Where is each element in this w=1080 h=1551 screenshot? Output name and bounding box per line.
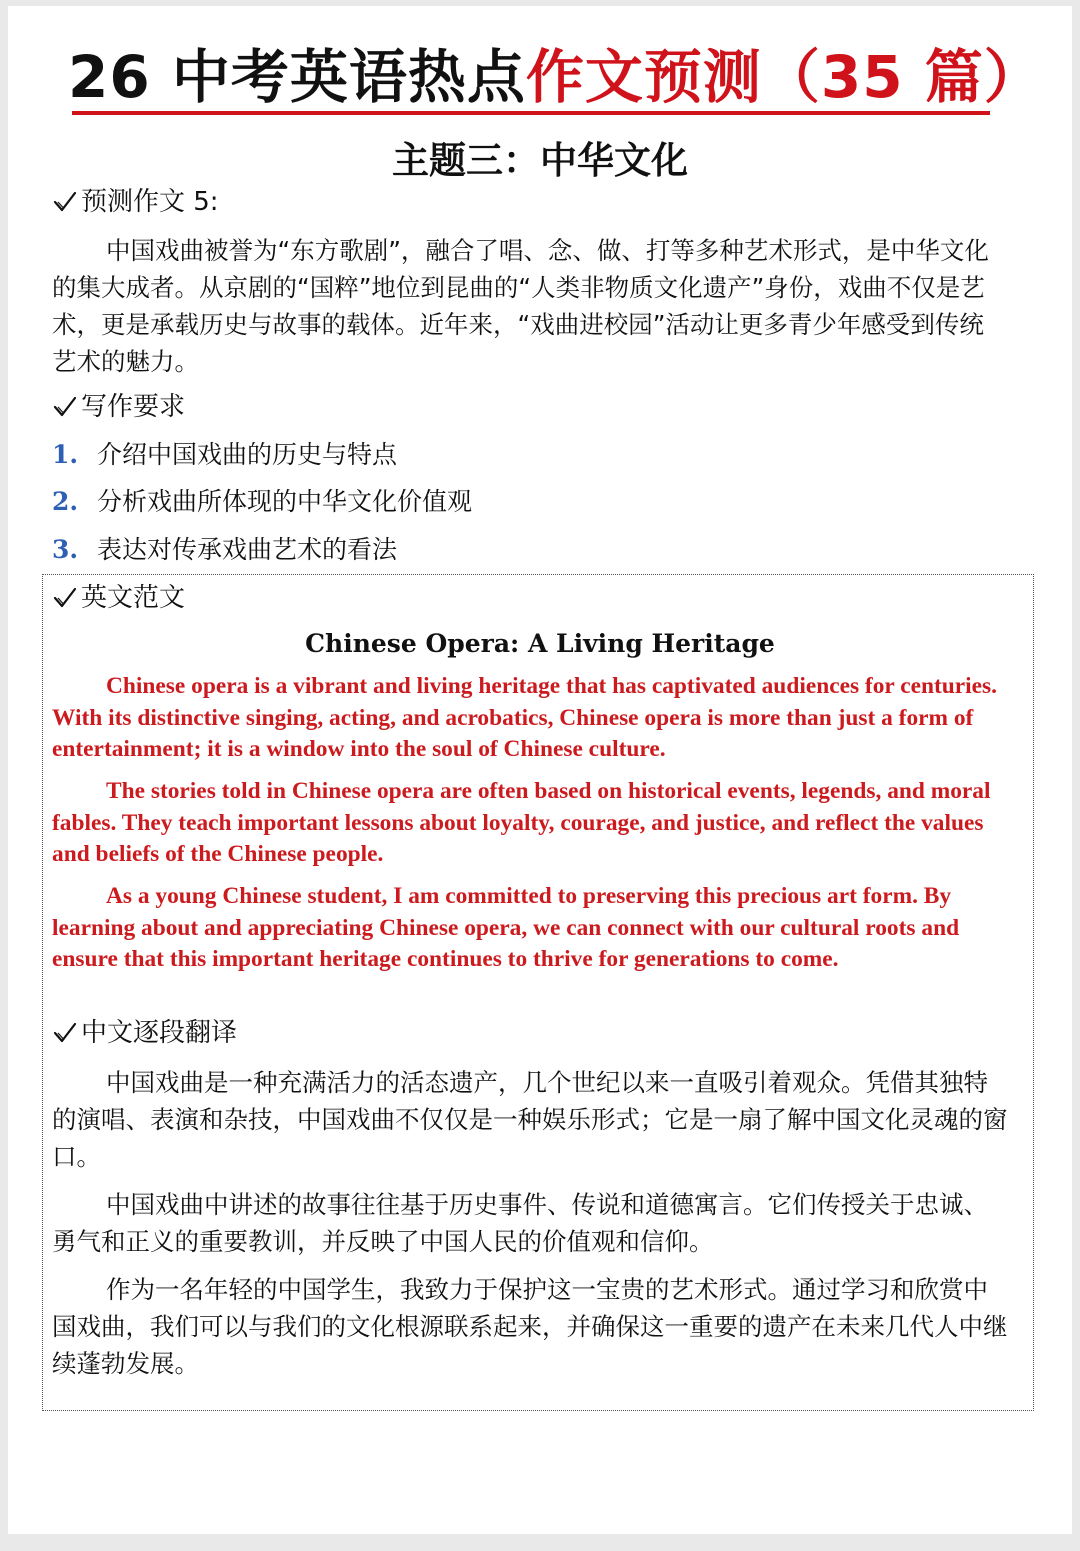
essay-label bbox=[52, 580, 185, 616]
main-title-black: 26 中考英语热点 bbox=[68, 43, 526, 111]
requirements-label-text: 写作要求 bbox=[81, 392, 186, 422]
requirement-number: 3. bbox=[52, 535, 79, 564]
main-title bbox=[68, 42, 1043, 112]
requirement-item bbox=[52, 532, 397, 568]
translation-paragraph: 作为一名年轻的中国学生，我致力于保护这一宝贵的艺术形式。通过学习和欣赏中国戏曲，我们可以与我们的文化根源联系起来，并确保这一重要的遗产在未来几代人中继续蓬勃发展。 bbox=[52, 1275, 1008, 1378]
requirement-text: 表达对传承戏曲艺术的看法 bbox=[97, 535, 398, 564]
translation-paragraph: 中国戏曲中讲述的故事往往基于历史事件、传说和道德寓言。它们传授关于忠诚、勇气和正义的重要教训，并反映了中国人民的价值观和信仰。 bbox=[52, 1190, 988, 1256]
translation-label bbox=[52, 1015, 237, 1051]
requirements-label bbox=[52, 389, 185, 425]
essay-title: Chinese Opera: A Living Heritage bbox=[305, 629, 775, 658]
theme-title: 主题三：中华文化 bbox=[392, 139, 688, 182]
document-page bbox=[8, 6, 1072, 1534]
prompt-label bbox=[52, 184, 219, 220]
check-mark-icon bbox=[52, 189, 78, 215]
essay-paragraph: Chinese opera is a vibrant and living heritage that has captivated audiences for centuries. With its distinctive singing, acting, and acrobatics, Chinese opera is more than just a form of entertainment; it is a window into the soul of Chinese culture. bbox=[52, 673, 998, 762]
prompt-label-text: 预测作文 5: bbox=[81, 187, 219, 217]
prompt-text: 中国戏曲被誉为“东方歌剧”，融合了唱、念、做、打等多种艺术形式，是中华文化的集大成者。从京剧的“国粹”地位到昆曲的“人类非物质文化遗产”身份，戏曲不仅是艺术，更是承载历史与故事的载体。近年来，“戏曲进校园”活动让更多青少年感受到传统艺术的魅力。 bbox=[52, 236, 989, 376]
requirement-item bbox=[52, 484, 472, 520]
check-mark-icon bbox=[52, 1020, 78, 1046]
essay-label-text: 英文范文 bbox=[81, 583, 186, 613]
requirement-number: 1. bbox=[52, 440, 79, 469]
check-mark-icon bbox=[52, 394, 78, 420]
check-mark-icon bbox=[52, 585, 78, 611]
essay-paragraph: As a young Chinese student, I am committed to preserving this precious art form. By learning about and appreciating Chinese opera, we can connect with our cultural roots and ensure that this important heritage continues to thrive for generations to come. bbox=[52, 883, 960, 972]
essay-paragraph: The stories told in Chinese opera are often based on historical events, legends, and moral fables. They teach important lessons about loyalty, courage, and justice, and reflect the values and beliefs of the Chinese people. bbox=[52, 778, 991, 867]
requirement-number: 2. bbox=[52, 487, 79, 516]
translation-paragraph: 中国戏曲是一种充满活力的活态遗产，几个世纪以来一直吸引着观众。凭借其独特的演唱、表演和杂技，中国戏曲不仅仅是一种娱乐形式；它是一扇了解中国文化灵魂的窗口。 bbox=[52, 1068, 1008, 1171]
title-underline bbox=[72, 111, 990, 115]
translation-label-text: 中文逐段翻译 bbox=[81, 1018, 238, 1048]
requirement-text: 分析戏曲所体现的中华文化价值观 bbox=[97, 487, 473, 516]
requirement-item bbox=[52, 437, 397, 473]
requirement-text: 介绍中国戏曲的历史与特点 bbox=[97, 440, 398, 469]
main-title-red: 作文预测（35 篇） bbox=[525, 43, 1043, 111]
